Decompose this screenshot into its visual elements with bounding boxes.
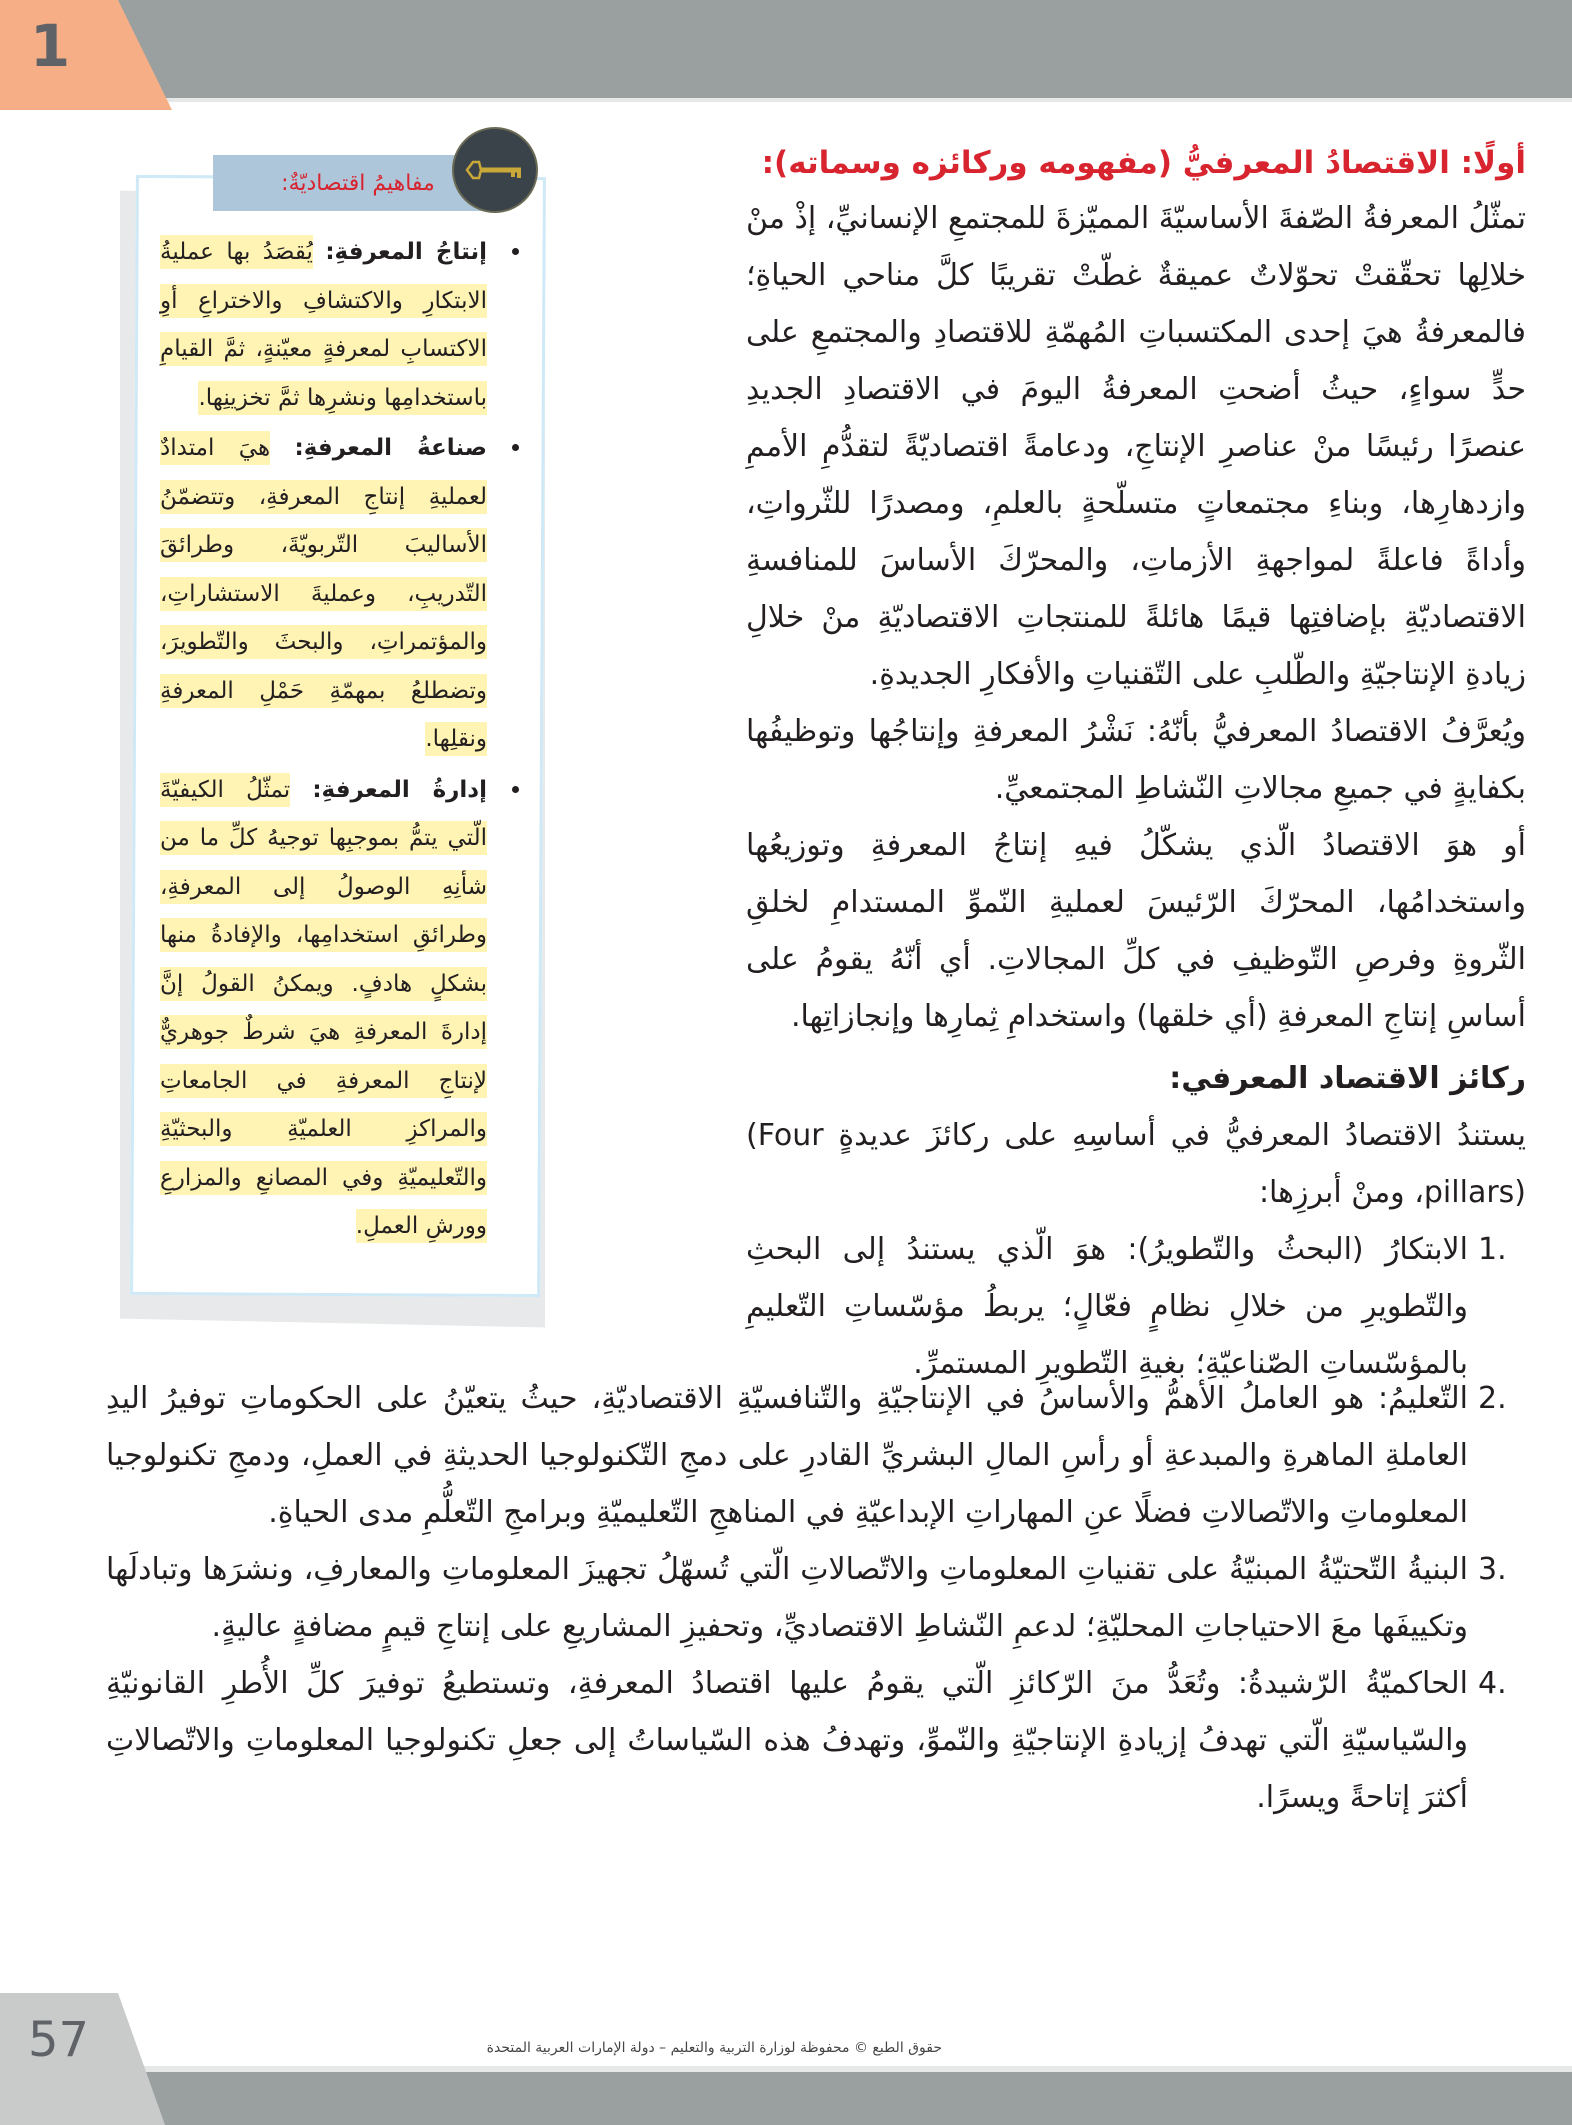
pillar-text: المبنيّةُ على تقنياتِ المعلوماتِ والاتّصالاتِ الّتي تُسهّلُ تجهيزَ المعلوماتِ والمعارفِ، ونشرَها وتبادلَها وتكييفَها معَ الاحتياجاتِ المحليّةِ؛ لدعمِ النّشاطِ الاقتصاديِّ، وتحفيزِ المشاريعِ على إنتاجِ قيمٍ مضافةٍ عاليةٍ. [106,1552,1468,1644]
pillar-text: هو العاملُ الأهمُّ والأساسُ في الإنتاجيّةِ والتّنافسيّةِ الاقتصاديّةِ، حيثُ يتعيّنُ على الحكوماتِ توفيرُ اليدِ العاملةِ الماهرةِ والمبدعةِ أو رأسِ المالِ البشريِّ القادرِ على دمجِ التّكنولوجيا الحديثةِ في العملِ، ودمجِ تكنولوجيا المعلوماتِ والاتّصالاتِ فضلًا عنِ المهاراتِ الإبداعيّةِ في المناهجِ التّعليميّةِ وبرامجِ التّعلُّمِ مدى الحياةِ. [106,1381,1468,1530]
concept-item [160,424,525,764]
concept-term: إدارةُ المعرفةِ: [312,776,487,803]
concept-term: صناعةُ المعرفةِ: [294,435,488,461]
bullet-icon [512,444,519,451]
header-bar [0,0,1572,98]
pillars-intro-english: (Four pillars) [746,1118,1526,1210]
pillar-item [746,1221,1526,1392]
pillar-text: هوَ الّذي يستندُ إلى البحثِ والتّطويرِ من خلالِ نظامٍ فعّالٍ؛ يربطُ مؤسّساتِ التّعليمِ بالمؤسّساتِ الصّناعيّةِ؛ بغيةِ التّطويرِ المستمرِّ. [746,1232,1468,1381]
pillar-term: البنيةُ التّحتيّةُ [1317,1552,1468,1587]
pillar-term: الابتكارُ (البحثُ والتّطويرُ): [1127,1232,1468,1267]
definition-paragraph-alt: أو هوَ الاقتصادُ الّذي يشكّلُ فيهِ إنتاجُ المعرفةِ وتوزيعُها واستخدامُها، المحرّكَ الرّئيسَ لعمليةِ النّموِّ المستدامِ لخلقِ الثّروةِ وفرصِ التّوظيفِ في كلِّ المجالاتِ. أي أنّهُ يقومُ على أساسِ إنتاجِ المعرفةِ (أي خلقها) واستخدامِ ثِمارِها وإنجازاتِها. [746,828,1526,1034]
section-title: أولًا: الاقتصادُ المعرفيُّ (مفهومه وركائزه وسماته): [761,145,1526,181]
pillar-number: 4. [1478,1666,1507,1701]
pillars-list [106,1370,1526,1826]
page-number: 57 [28,2012,90,2068]
concept-definition: تمثّلُ الكيفيّةَ الّتي يتمُّ بموجبِها توجيهُ كلِّ ما من شأنِهِ الوصولُ إلى المعرفةِ، وطرائقِ استخدامِها، والإفادةُ منها بشكلٍ هادفٍ. ويمكنُ القولُ إنَّ إدارةَ المعرفةِ هيَ شرطٌ جوهريٌّ لإنتاجِ المعرفةِ في الجامعاتِ والمراكزِ العلميّةِ والبحثيّةِ والتّعليميّةِ وفي المصانعِ والمزارعِ وورشِ العملِ. [160,773,487,1244]
concept-definition: هيَ امتدادٌ لعمليةِ إنتاجِ المعرفةِ، وتتضمّنُ الأساليبَ التّربويّةَ، وطرائقَ التّدريبِ، وعمليةَ الاستشاراتِ، والمؤتمراتِ، والبحثَ والتّطويرَ، وتضطلعُ بمهمّةِ حَمْلِ المعرفةِ ونقلِها. [160,431,487,756]
concept-item [160,766,525,1251]
concept-definition: يُقصَدُ بها عمليةُ الابتكارِ والاكتشافِ والاختراعِ أوِ الاكتسابِ لمعرفةٍ معيّنةٍ، ثمَّ القيامِ باستخدامِها ونشرِها ثمَّ تخزينِها. [160,235,487,415]
concepts-box-title: مفاهيمُ اقتصاديّةٌ: [281,170,435,196]
pillar-number: 2. [1478,1381,1507,1416]
bullet-icon [512,248,519,255]
pillar-number: 3. [1478,1552,1507,1587]
key-icon [452,127,538,213]
pillars-intro [746,1107,1526,1221]
bullet-icon [512,786,519,793]
copyright-notice: حقوق الطبع © محفوظة لوزارة التربية والتعليم – دولة الإمارات العربية المتحدة [486,2040,942,2056]
pillars-intro-tail: ، ومنْ أبرزِها: [1258,1175,1424,1210]
main-content [746,138,1526,1392]
concept-item [160,228,525,422]
concept-term: إنتاجُ المعرفةِ: [325,239,488,265]
pillars-intro-text: يستندُ الاقتصادُ المعرفيُّ في أساسِهِ على ركائزَ عديدةٍ [838,1118,1526,1153]
pillar-item [106,1655,1526,1826]
definition-paragraph: ويُعرَّفُ الاقتصادُ المعرفيُّ بأنّهُ: نَشْرُ المعرفةِ وإنتاجُها وتوظيفُها بكفايةٍ في جميعِ مجالاتِ النّشاطِ المجتمعيِّ. [746,714,1526,806]
pillar-item [106,1541,1526,1655]
pillar-item [106,1370,1526,1541]
intro-paragraph: تمثّلُ المعرفةُ الصّفةَ الأساسيّةَ المميّزةَ للمجتمعِ الإنسانيِّ، إذْ منْ خلالِها تحقّقتْ تحوّلاتٌ عميقةٌ غطّتْ تقريبًا كلَّ مناحي الحياةِ؛ فالمعرفةُ هيَ إحدى المكتسباتِ المُهمّةِ للاقتصادِ والمجتمعِ على حدٍّ سواءٍ، حيثُ أضحتِ المعرفةُ اليومَ في الاقتصادِ الجديدِ عنصرًا رئيسًا منْ عناصرِ الإنتاجِ، ودعامةً اقتصاديّةً لتقدُّمِ الأممِ وازدهارِها، وبناءِ مجتمعاتٍ متسلّحةٍ بالعلمِ، ومصدرًا للثّرواتِ، وأداةً فاعلةً لمواجهةِ الأزماتِ، والمحرّكَ الأساسَ للمنافسةِ الاقتصاديّةِ بإضافتِها قيمًا هائلةً للمنتجاتِ الاقتصاديّةِ منْ خلالِ زيادةِ الإنتاجيّةِ والطّلبِ على التّقنياتِ والأفكارِ الجديدةِ. [746,201,1526,692]
pillar-term: التّعليمُ: [1377,1381,1468,1416]
footer-bar [0,2072,1572,2125]
chapter-number: 1 [29,12,71,80]
pillars-heading: ركائز الاقتصاد المعرفي: [1169,1061,1526,1096]
pillar-number: 1. [1478,1232,1507,1267]
concepts-list [160,228,525,1253]
header-bar-shadow [0,98,1572,102]
pillar-term: الحاكميّةُ الرّشيدةُ: [1237,1666,1468,1701]
pillar-text: وتُعَدُّ منَ الرّكائزِ الّتي يقومُ عليها اقتصادُ المعرفةِ، وتستطيعُ توفيرَ كلِّ الأُطرِ القانونيّةِ والسّياسيّةِ الّتي تهدفُ إزيادةِ الإنتاجيّةِ والنّموِّ، وتهدفُ هذه السّياساتُ إلى جعلِ تكنولوجيا المعلوماتِ والاتّصالاتِ أكثرَ إتاحةً ويسرًا. [106,1666,1468,1815]
